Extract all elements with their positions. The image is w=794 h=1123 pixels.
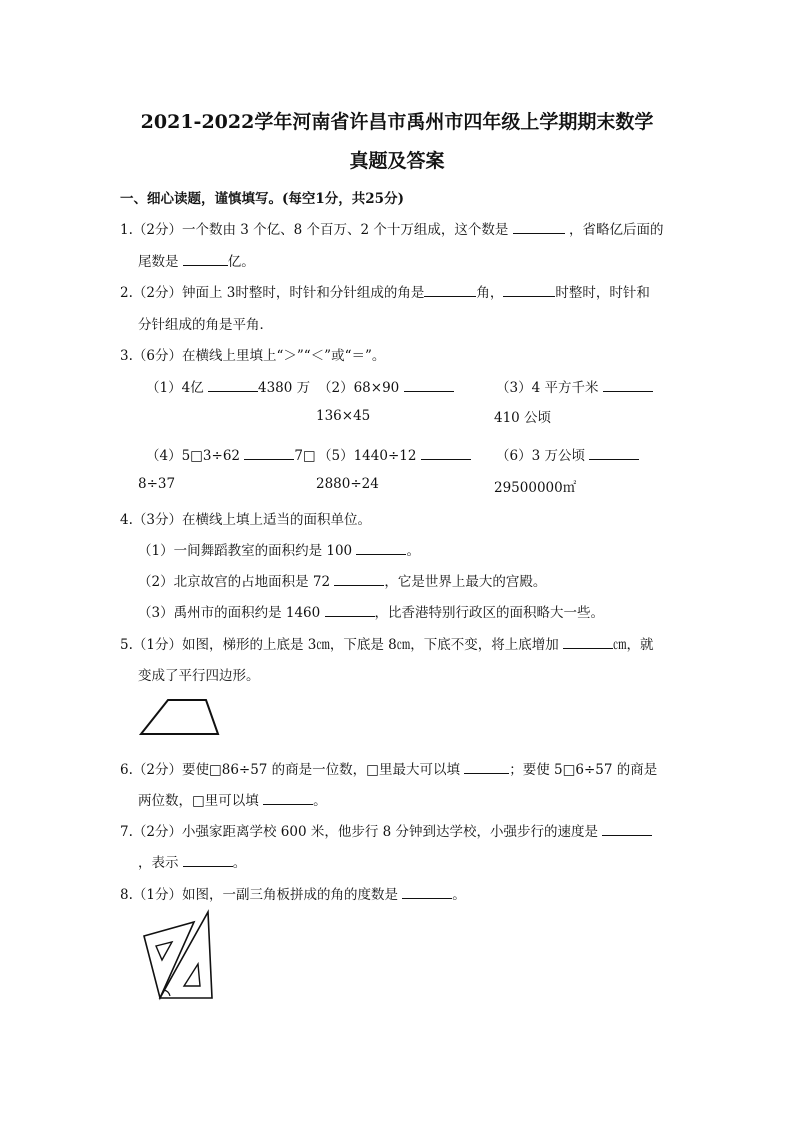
q3-blank-1[interactable]	[208, 379, 258, 392]
q4-blank-2[interactable]	[334, 573, 384, 586]
q4-s3	[138, 601, 604, 621]
q3-r1a-text: （1）4亿	[146, 380, 204, 396]
q3-r4b: 2880÷24	[316, 476, 379, 492]
q6-blank-1[interactable]	[464, 761, 509, 774]
q4-s3a-text: （3）禹州市的面积约是 1460	[138, 605, 321, 621]
q3-r3b	[318, 444, 471, 464]
q5-text-a: 5.（1分）如图，梯形的上底是 3㎝，下底是 8㎝，下底不变，将上底增加	[120, 637, 559, 653]
q3-r1c	[496, 376, 653, 396]
q6-text-d: 。	[313, 793, 327, 809]
q3-r3c-text: （6）3 万公顷	[496, 448, 585, 464]
q1-text-c: 尾数是	[138, 254, 179, 270]
q1-text-a: 1.（2分）一个数由 3 个亿、8 个百万、2 个十万组成，这个数是	[120, 222, 509, 238]
q6-text-b: ；要使 5□6÷57 的商是	[509, 762, 658, 778]
q8-line1	[120, 883, 466, 903]
q7-text-c: 。	[232, 855, 247, 871]
q3-blank-5[interactable]	[421, 447, 471, 460]
q3-r1a	[146, 376, 310, 396]
q6-text-c: 两位数，□里可以填	[138, 793, 259, 809]
q1-line2	[138, 250, 255, 270]
q3-r4c: 29500000㎡	[494, 480, 577, 496]
q7-line2	[138, 851, 246, 871]
q2-line1	[120, 281, 650, 301]
q3-stem: 3.（6分）在横线上里填上“＞”“＜”或“＝”。	[120, 348, 386, 364]
q3-r1c-text: （3）4 平方千米	[496, 380, 599, 396]
set-squares-figure	[138, 908, 220, 1002]
q4-stem: 4.（3分）在横线上填上适当的面积单位。	[120, 512, 371, 528]
q3-blank-4[interactable]	[244, 447, 294, 460]
q3-r1b-text: （2）68×90	[318, 380, 400, 396]
set-square-hole-1	[156, 942, 172, 960]
q3-r3c	[496, 444, 639, 464]
q4-s2b-text: ，它是世界上最大的宫殿。	[384, 574, 547, 590]
q3-blank-2[interactable]	[404, 379, 454, 392]
q5-text-b: ㎝，就	[613, 637, 654, 653]
doc-title-line2: 真题及答案	[349, 150, 445, 172]
q3-r3a2-text: 7□	[294, 448, 316, 464]
q4-blank-3[interactable]	[325, 604, 375, 617]
q8-blank[interactable]	[402, 886, 452, 899]
q1-text-d: 亿。	[227, 254, 255, 270]
q3-r1b	[318, 376, 454, 396]
q7-blank-2[interactable]	[183, 854, 233, 867]
q7-text-a: 7.（2分）小强家距离学校 600 米，他步行 8 分钟到达学校，小强步行的速度是	[120, 824, 598, 840]
q7-text-b: ，表示	[138, 855, 179, 871]
q3-blank-3[interactable]	[603, 379, 653, 392]
q4-s1a-text: （1）一间舞蹈教室的面积约是 100	[138, 543, 353, 559]
q3-r3b-text: （5）1440÷12	[318, 448, 417, 464]
q4-s1	[138, 539, 420, 559]
q3-blank-6[interactable]	[589, 447, 639, 460]
q3-r2b: 136×45	[316, 408, 371, 424]
q2-line2: 分针组成的角是平角．	[138, 317, 273, 333]
q6-text-a: 6.（2分）要使□86÷57 的商是一位数，□里最大可以填	[120, 762, 460, 778]
section-heading: 一、细心读题，谨慎填写。(每空1分，共25分)	[120, 191, 404, 207]
q1-blank-1[interactable]	[513, 221, 565, 234]
q6-line1	[120, 758, 657, 778]
q7-blank-1[interactable]	[602, 823, 652, 836]
q3-r2c: 410 公顷	[494, 410, 552, 426]
q2-text-c: 时整时，时针和	[555, 285, 650, 301]
q2-blank-2[interactable]	[503, 284, 555, 297]
q5-blank[interactable]	[563, 636, 613, 649]
trapezoid-figure	[138, 696, 224, 738]
q6-blank-2[interactable]	[263, 792, 313, 805]
q4-s1b-text: 。	[406, 543, 420, 559]
q8-text-b: 。	[452, 887, 466, 903]
q1-text-b: ，省略亿后面的	[569, 222, 664, 238]
q3-r3a	[146, 444, 316, 464]
q7-line1	[120, 820, 652, 840]
q5-line1	[120, 633, 654, 653]
q2-text-b: 角，	[476, 285, 504, 301]
q6-line2	[138, 789, 327, 809]
q8-text-a: 8.（1分）如图，一副三角板拼成的角的度数是	[120, 887, 398, 903]
q4-s2	[138, 570, 546, 590]
q2-blank-1[interactable]	[424, 284, 476, 297]
doc-title-line1: 2021-2022学年河南省许昌市禹州市四年级上学期期末数学	[140, 111, 654, 133]
q5-line2: 变成了平行四边形。	[138, 668, 260, 684]
angle-arc	[164, 990, 170, 996]
q1-blank-2[interactable]	[183, 253, 228, 266]
q4-s3b-text: ，比香港特别行政区的面积略大一些。	[374, 605, 605, 621]
q3-r3a-text: （4）5□3÷62	[146, 448, 241, 464]
q3-r4a: 8÷37	[138, 476, 176, 492]
q4-s2a-text: （2）北京故宫的占地面积是 72	[138, 574, 331, 590]
set-square-hole-2	[184, 964, 200, 986]
q3-r1a2-text: 4380 万	[257, 380, 311, 396]
q2-text-a: 2.（2分）钟面上 3时整时，时针和分针组成的角是	[120, 285, 425, 301]
q1-line1	[120, 218, 664, 238]
q4-blank-1[interactable]	[356, 542, 406, 555]
trapezoid-shape	[141, 700, 218, 734]
